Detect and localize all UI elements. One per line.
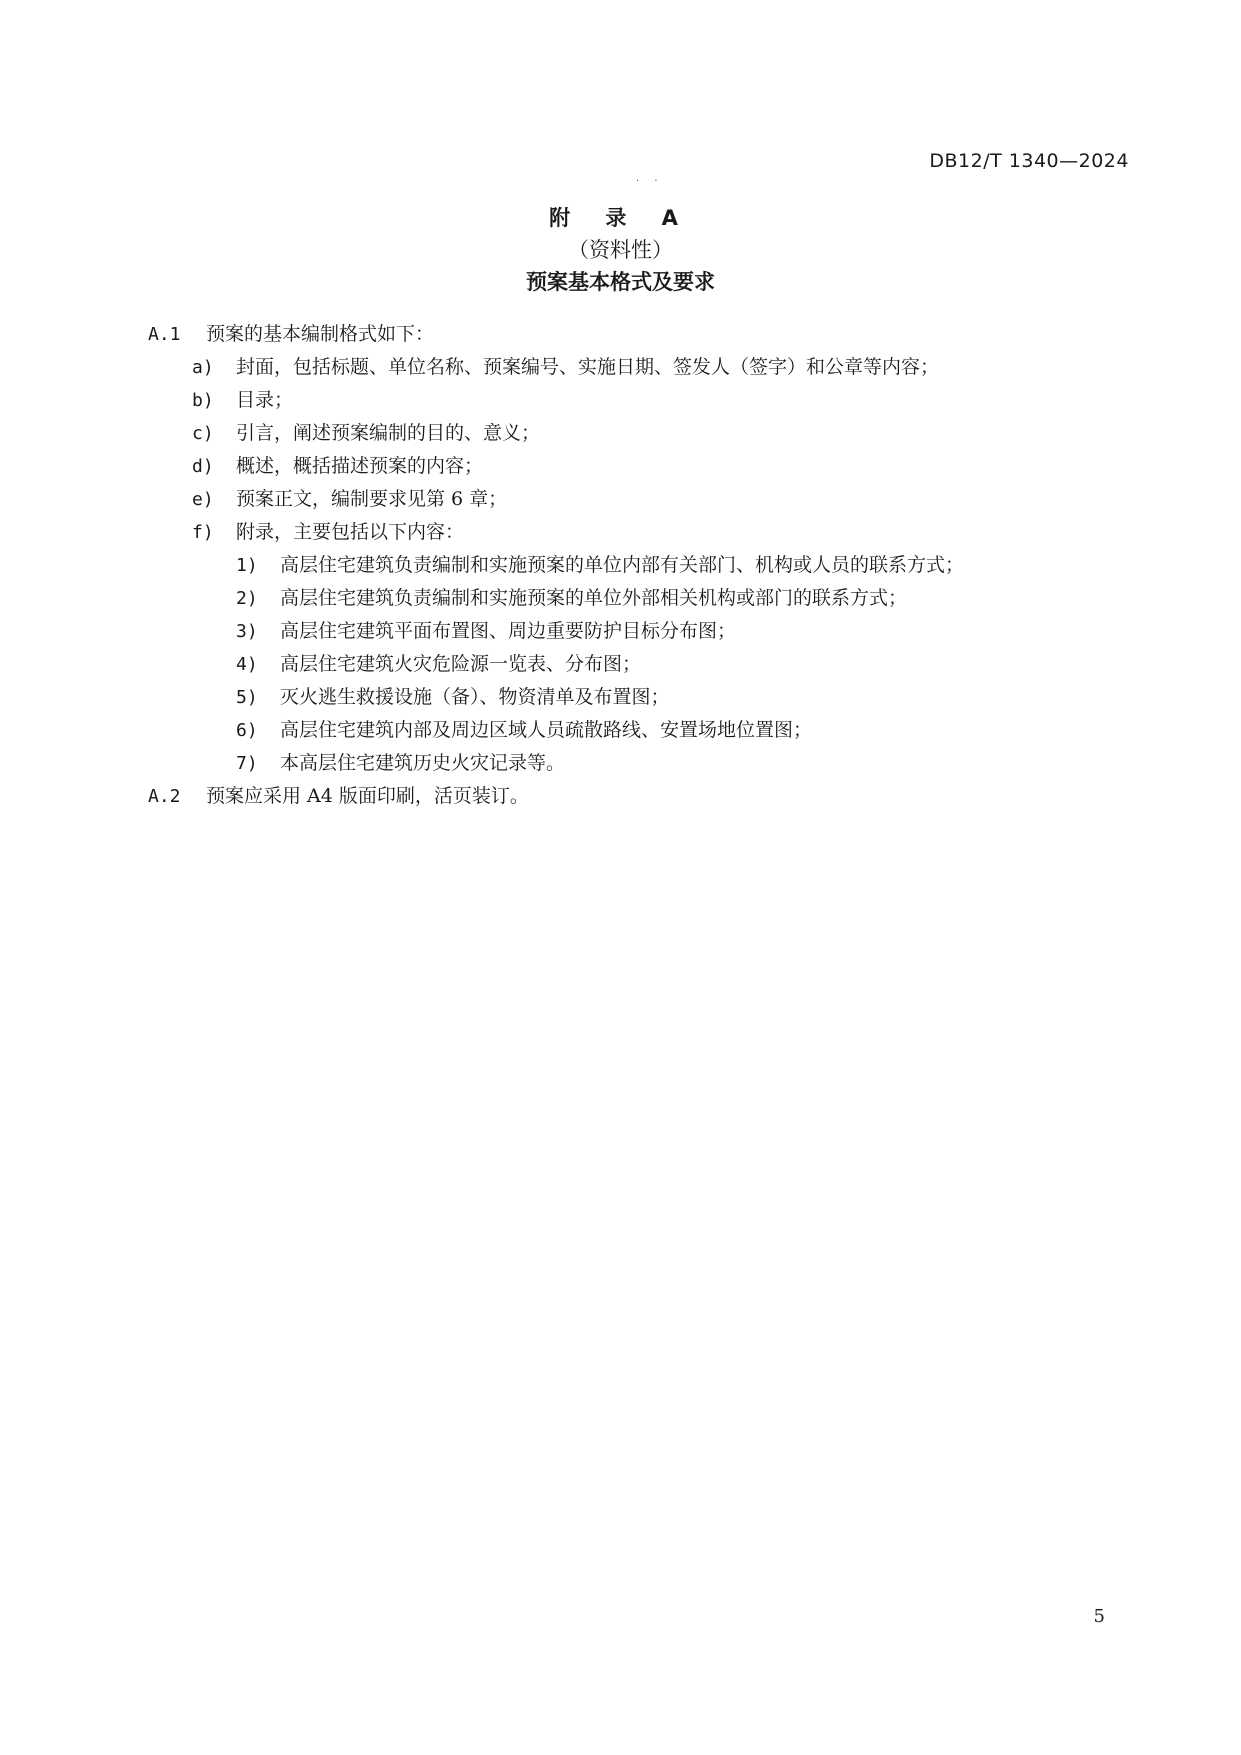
clause-a1 — [148, 322, 434, 347]
sub-item-text: 高层住宅建筑火灾危险源一览表、分布图； — [280, 653, 642, 675]
sub-item-text: 高层住宅建筑内部及周边区域人员疏散路线、安置场地位置图； — [280, 719, 813, 741]
sub-item-6 — [236, 718, 812, 743]
item-number: f) — [192, 522, 214, 543]
item-text: 封面，包括标题、单位名称、预案编号、实施日期、签发人（签字）和公章等内容； — [236, 356, 940, 378]
sub-item-text: 高层住宅建筑负责编制和实施预案的单位外部相关机构或部门的联系方式； — [280, 587, 908, 609]
sub-item-7 — [236, 751, 565, 776]
list-item-d — [192, 454, 483, 479]
sub-item-number: 6) — [236, 720, 258, 741]
item-number: d) — [192, 456, 214, 477]
header-marks: · · — [636, 176, 664, 187]
appendix-type: （资料性） — [568, 238, 673, 262]
clause-text: 预案的基本编制格式如下： — [206, 323, 435, 345]
sub-item-number: 4) — [236, 654, 258, 675]
clause-text: 预案应采用 A4 版面印刷，活页装订。 — [206, 785, 529, 807]
item-number: a) — [192, 357, 214, 378]
item-text: 概述，概括描述预案的内容； — [236, 455, 484, 477]
sub-item-number: 2) — [236, 588, 258, 609]
sub-item-2 — [236, 586, 907, 611]
item-text: 引言，阐述预案编制的目的、意义； — [236, 422, 541, 444]
sub-item-text: 本高层住宅建筑历史火灾记录等。 — [280, 752, 566, 774]
page-number: 5 — [1093, 1606, 1105, 1627]
item-text: 附录，主要包括以下内容： — [236, 521, 465, 543]
sub-item-number: 5) — [236, 687, 258, 708]
item-number: c) — [192, 423, 214, 444]
document-code: DB12/T 1340—2024 — [929, 150, 1129, 172]
appendix-heading: 预案基本格式及要求 — [526, 270, 715, 294]
sub-item-text: 灭火逃生救援设施（备）、物资清单及布置图； — [280, 686, 670, 708]
item-text: 预案正文，编制要求见第 6 章； — [236, 488, 508, 510]
sub-item-text: 高层住宅建筑平面布置图、周边重要防护目标分布图； — [280, 620, 737, 642]
appendix-title: 附 录 A — [549, 206, 692, 230]
list-item-f — [192, 520, 464, 545]
list-item-c — [192, 421, 540, 446]
clause-number: A.2 — [148, 786, 181, 807]
item-number: b) — [192, 390, 214, 411]
list-item-b — [192, 388, 293, 413]
sub-item-number: 7) — [236, 753, 258, 774]
sub-item-number: 1) — [236, 555, 258, 576]
clause-a2 — [148, 784, 529, 809]
clause-number: A.1 — [148, 324, 181, 345]
sub-item-1 — [236, 553, 964, 578]
item-number: e) — [192, 489, 214, 510]
list-item-a — [192, 355, 939, 380]
sub-item-5 — [236, 685, 670, 710]
item-text: 目录； — [236, 389, 294, 411]
list-item-e — [192, 487, 507, 512]
sub-item-3 — [236, 619, 736, 644]
sub-item-text: 高层住宅建筑负责编制和实施预案的单位内部有关部门、机构或人员的联系方式； — [280, 554, 965, 576]
sub-item-4 — [236, 652, 641, 677]
sub-item-number: 3) — [236, 621, 258, 642]
